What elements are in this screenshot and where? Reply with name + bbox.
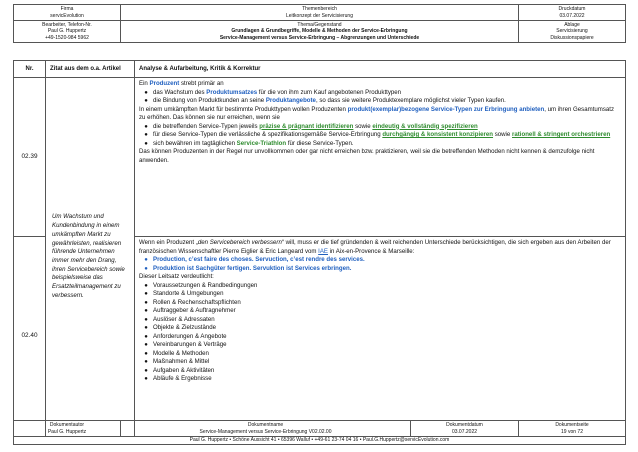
bullet-dot-icon: ● [144,291,148,297]
list-item-label: Anforderungen & Angebote [153,332,227,340]
dokumentseite-cell [519,421,626,437]
list-item [139,333,621,342]
dokumentname-value: Service-Management versus Service-Erbringung V02.02.00 [199,428,332,435]
druckdatum-label: Druckdatum [558,6,586,13]
list-item: ● das Wachstum des Produktumsatzes für die von ihm zum Kauf angebotenen Produkttypen [139,89,621,98]
row-number: 02.39 [14,78,46,237]
dokumentseite-label: Dokumentseite [555,422,589,429]
bullet-dot-icon: ● [144,257,148,263]
list-item-label: Objekte & Zielzustände [153,324,217,331]
list-item-label: Auslöser & Adressaten [153,315,215,323]
bullet-dot-icon: ● [144,367,148,374]
autor-cell [14,421,121,437]
list-item-label: Voraussetzungen & Randbedingungen [153,281,258,289]
list-item: ● die betreffenden Service-Typen jeweils präzise & prägnant identifizieren sowie eindeutig & vollständig spezifizieren [139,123,621,132]
bullet-dot-icon: ● [144,140,148,147]
list-item [139,367,621,376]
list-item-label: Vereinbarungen & Verträge [153,341,227,348]
gegenstand-line2: Service-Management versus Service-Erbringung – Abgrenzungen und Unterschiede [219,34,420,41]
list-item [139,299,621,308]
footer-address: Paul G. Huppertz • Schöne Aussicht 41 • 65396 Walluf • +49-61 23-74 04 16 • Paul.G.Huppertz@servicEvolution.com [14,437,626,445]
paragraph: Ein Produzent strebt primär an [139,80,224,87]
list-item [139,350,621,359]
thema-value: Leitkonzept der Servicisierung [286,12,353,19]
list-item: ● für diese Service-Typen die verlässliche & spezifikationsgemäße Service-Erbringung durchgängig & konsistent konzipieren sowie rationell & stringent orchestrieren [139,131,621,140]
bullet-dot-icon: ● [144,342,148,348]
dokumentdatum-cell [411,421,519,437]
dokumentname-cell [121,421,411,437]
table-row [14,78,626,237]
bullet-dot-icon: ● [144,265,148,272]
list-item [139,324,621,333]
dokumentname-label: Dokumentname [247,422,284,429]
gegenstand-cell [121,21,519,43]
analyse-cell [135,78,626,237]
ablage-line2: Diskussionspapiere [550,34,594,41]
analysis-table [13,60,626,437]
bullet-dot-icon: ● [144,89,148,96]
paragraph: Das können Produzenten in der Regel nur unvollkommen oder gar nicht erreichen bzw. praktizieren, weil sie die betreffenden Methoden nicht kennen & demzufolge nicht anwenden. [139,148,595,164]
druckdatum-value: 03.07.2022 [559,12,585,19]
list-item-label: Standorte & Umgebungen [153,290,224,297]
list-item-label: Maßnahmen & Mittel [153,358,210,365]
bullet-dot-icon: ● [144,98,148,104]
bullet-dot-icon: ● [144,325,148,331]
list-item [139,375,621,384]
paragraph: Dieser Leitsatz verdeutlicht: [139,273,214,280]
bearbeiter-name: Paul G. Huppertz [47,28,87,35]
autor-label: Dokumentautor [49,422,85,429]
bullet-dot-icon: ● [144,359,148,365]
list-item-label: Abläufe & Ergebnisse [153,375,212,382]
list-item: ● Produktion ist Sachgüter fertigen. Servuktion ist Services erbringen. [139,265,621,274]
firma-cell [14,5,121,21]
bearbeiter-cell [14,21,121,43]
paragraph: Wenn ein Produzent „den Servicebereich verbessern“ will, muss er die tief gründenden & weit reichenden Unterschiede berücksichtigen, die sich ergeben aus den Arbeiten der französischen Wissenschaftler Pierre Eiglier & Eric Langeard vom IAE in Aix-en-Provence & Marseille: [139,239,611,255]
thema-label: Themenbereich [302,6,337,13]
firma-value: servicEvolution [50,12,84,19]
column-header-nr: Nr. [14,61,46,78]
list-item [139,341,621,350]
bullet-dot-icon: ● [144,376,148,382]
bullet-dot-icon: ● [144,308,148,314]
list-item [139,316,621,325]
iae-link[interactable]: IAE [318,247,328,255]
bearbeiter-label: Bearbeiter, Telefon-Nr. [42,21,92,28]
bullet-dot-icon: ● [144,123,148,130]
dokumentdatum-label: Dokumentdatum [446,422,483,429]
bullet-dot-icon: ● [144,333,148,340]
column-header-analyse: Analyse & Aufarbeitung, Kritik & Korrektur [135,61,626,78]
firma-label: Firma [60,6,74,13]
analyse-cell [135,237,626,437]
ablage-label: Ablage [564,21,580,28]
bullet-dot-icon: ● [144,350,148,357]
list-item [139,307,621,316]
list-item [139,290,621,299]
autor-value: Paul G. Huppertz [47,428,87,435]
zitat-cell: Um Wachstum und Kundenbindung in einem umkämpften Markt zu gewährleisten, realisieren führende Unternehmen immer mehr den Drang, ihren Servicebereich sowie beispielsweise das Ersatzteilmanagement zu verbessern. [46,78,135,437]
list-item [139,358,621,367]
page-header [13,4,626,43]
list-item: ● Production, c’est faire des choses. Servuction, c’est rendre des services. [139,256,621,265]
list-item: ● sich bewähren im tagtäglichen Service-Triathlon für diese Service-Typen. [139,140,621,149]
bullet-dot-icon: ● [144,299,148,306]
list-item-label: Rollen & Rechenschaftspflichten [153,298,241,306]
paragraph: In einem umkämpften Markt für bestimmte Produkttypen wollen Produzenten produkt(exemplar)bezogene Service-Typen zur Erbringung anbieten, um ihren Gesamtumsatz zu erhöhen. Das können sie nur erreichen, wenn sie [139,105,615,121]
row-number: 02.40 [14,237,46,437]
bullet-dot-icon: ● [144,282,148,289]
list-item: ● die Bindung von Produktkunden an seine Produktangebote, so dass sie weitere Produktexemplare möglichst vieler Typen kaufen. [139,97,621,106]
ablage-cell [519,21,626,43]
list-item-label: Auftraggeber & Auftragnehmer [153,307,236,314]
list-item-label: Modelle & Methoden [153,349,209,357]
gegenstand-line1: Grundlagen & Grundbegriffe, Modelle & Methoden der Service-Erbringung [231,28,408,35]
bullet-dot-icon: ● [144,132,148,138]
list-item [139,282,621,291]
druckdatum-cell [519,5,626,21]
dokumentdatum-value: 03.07.2022 [451,428,478,435]
bearbeiter-phone: +49-1520-984 5962 [45,34,89,41]
list-item-label: Aufgaben & Aktivitäten [153,366,215,374]
bullet-dot-icon: ● [144,316,148,323]
thema-cell [121,5,519,21]
aspect-list [139,282,621,384]
dokumentseite-value: 19 von 72 [561,428,583,435]
column-header-zitat: Zitat aus dem o.a. Artikel [46,61,135,78]
gegenstand-label: Thema/Gegenstand [297,21,342,28]
page-footer [13,420,626,445]
ablage-line1: Servicisierung [556,28,588,35]
